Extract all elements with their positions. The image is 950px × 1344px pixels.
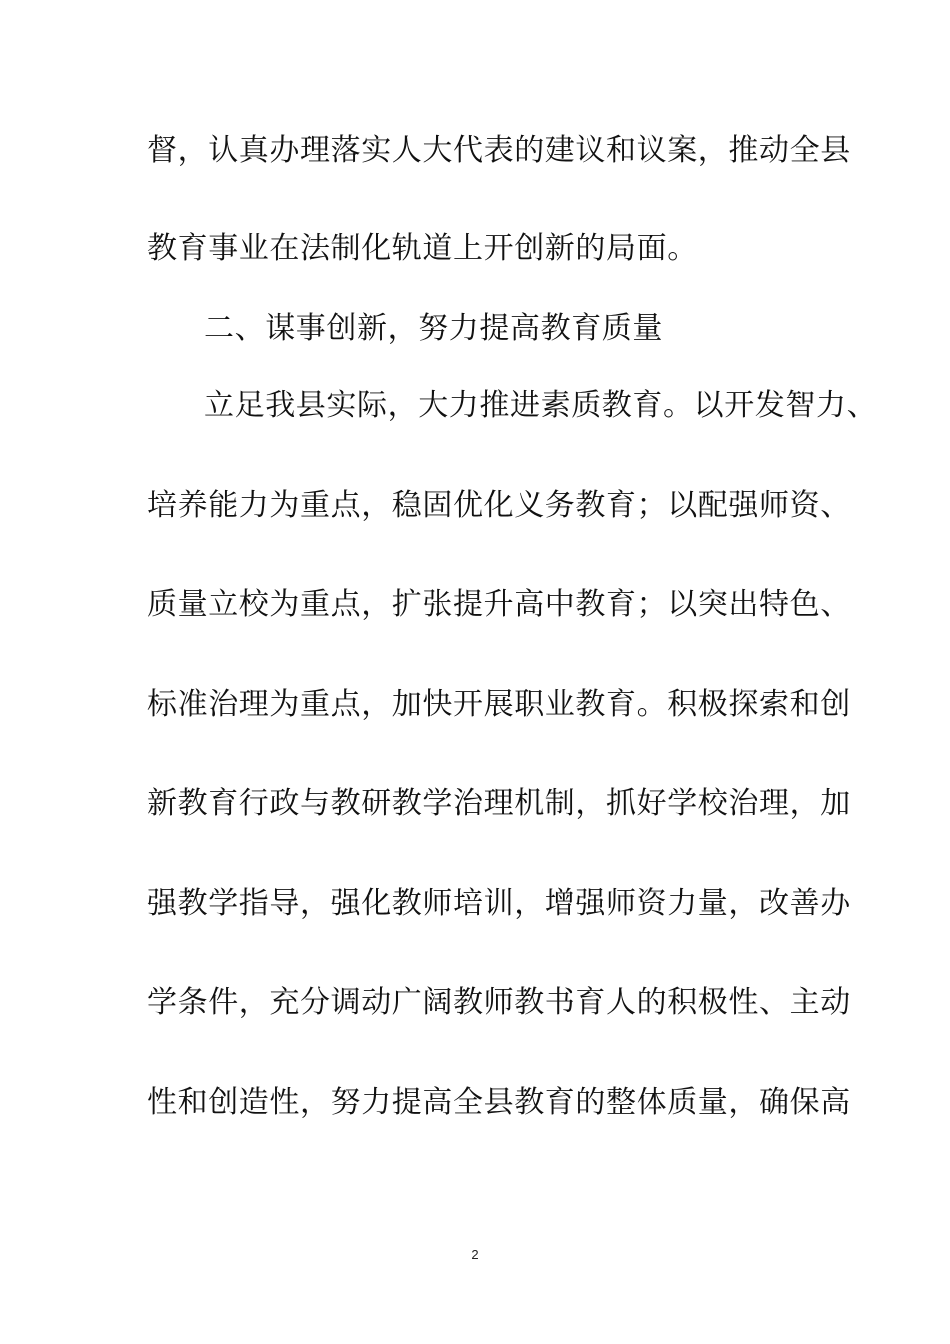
page-number: 2 <box>471 1247 479 1262</box>
body-text-line: 性和创造性，努力提高全县教育的整体质量，确保高 <box>147 1085 851 1120</box>
body-text-line: 培养能力为重点，稳固优化义务教育；以配强师资、 <box>147 488 851 523</box>
body-text-line: 学条件，充分调动广阔教师教书育人的积极性、主动 <box>147 985 851 1020</box>
body-text-line: 教育事业在法制化轨道上开创新的局面。 <box>147 231 698 266</box>
body-text-line: 质量立校为重点，扩张提升高中教育；以突出特色、 <box>147 587 851 622</box>
body-text-line: 标准治理为重点，加快开展职业教育。积极探索和创 <box>147 687 851 722</box>
body-text-line: 强教学指导，强化教师培训，增强师资力量，改善办 <box>147 886 851 921</box>
body-text-line: 督，认真办理落实人大代表的建议和议案，推动全县 <box>147 133 851 168</box>
body-text-line: 新教育行政与教研教学治理机制，抓好学校治理，加 <box>147 786 851 821</box>
section-heading: 二、谋事创新，努力提高教育质量 <box>204 311 663 346</box>
body-text-line: 立足我县实际，大力推进素质教育。以开发智力、 <box>204 388 878 423</box>
